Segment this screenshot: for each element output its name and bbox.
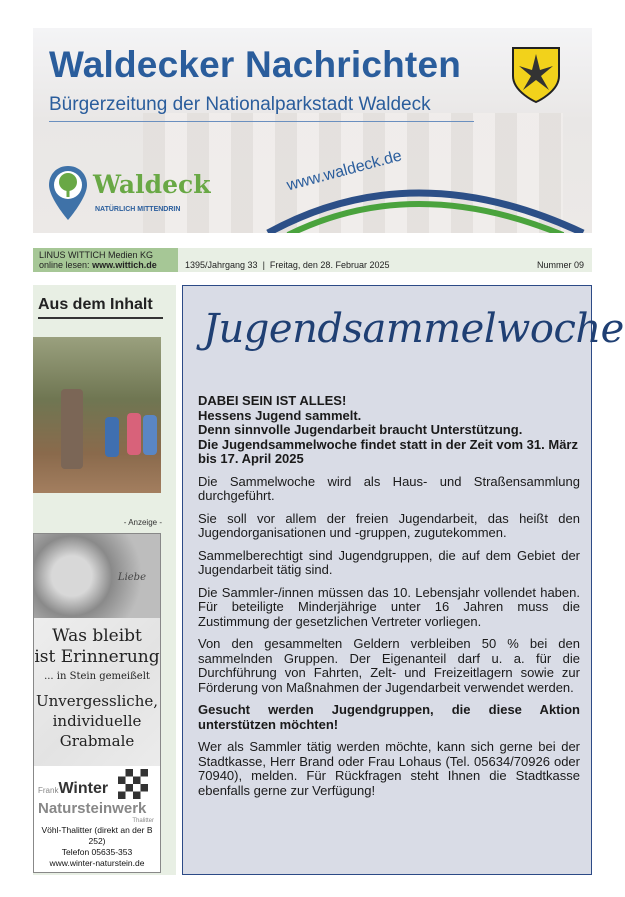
- logo-tagline: NATÜRLICH MITTENDRIN: [95, 206, 181, 213]
- sidebar: [33, 285, 176, 875]
- ad-line: Grabmale: [59, 732, 135, 750]
- divider: [49, 121, 474, 122]
- brand-sub: Natursteinwerk: [38, 800, 147, 817]
- waldeck-logo: [47, 164, 211, 224]
- info-bar: [33, 248, 592, 272]
- article-body: [198, 394, 580, 806]
- paragraph: Die Sammler-/innen müssen das 10. Lebensjahr vollendet haben. Für beteiligte Minderjährige unter 16 Jahren muss die Zustimmung der gesetzlichen Vertreter vorliegen.: [198, 584, 580, 629]
- ad-website[interactable]: www.winter-naturstein.de: [49, 858, 145, 868]
- coat-of-arms-icon: [511, 46, 561, 104]
- brand-place: Thalitter: [132, 818, 154, 824]
- intro-line: Denn sinnvolle Jugendarbeit braucht Unterstützung.: [198, 422, 523, 437]
- logo-word: Waldeck: [93, 170, 211, 199]
- ad-line: ist Erinnerung: [34, 647, 160, 667]
- brand-name: Winter: [58, 780, 109, 797]
- newspaper-title: Waldecker Nachrichten: [49, 44, 462, 85]
- ad-line: individuelle: [52, 712, 142, 730]
- masthead: [33, 28, 592, 233]
- article: [182, 285, 624, 875]
- online-label: online lesen:: [39, 260, 90, 270]
- ad-footer: [34, 766, 160, 872]
- checker-logo-icon: [118, 769, 148, 799]
- image-caption: Liebe: [117, 572, 146, 583]
- paragraph: Die Sammelwoche wird als Haus- und Straßensammlung durchgeführt.: [198, 473, 580, 503]
- online-link[interactable]: www.wittich.de: [92, 260, 157, 270]
- issue-date: 1395/Jahrgang 33 | Freitag, den 28. Februar 2025: [185, 260, 390, 270]
- ad-line: ... in Stein gemeißelt: [44, 671, 150, 682]
- newspaper-subtitle: Bürgerzeitung der Nationalparkstadt Waldeck: [49, 94, 431, 115]
- ad-address: Vöhl-Thalitter (direkt an der B 252): [41, 825, 153, 846]
- publisher-box: [33, 248, 178, 272]
- ad-phone: Telefon 05635-353: [61, 847, 133, 857]
- forest-group-photo: [33, 337, 161, 493]
- ad-line: Was bleibt: [52, 626, 142, 646]
- ad-label: - Anzeige -: [123, 518, 162, 527]
- intro-line: Die Jugendsammelwoche findet statt in der Zeit vom 31. März bis 17. April 2025: [198, 436, 578, 466]
- paragraph: Wer als Sammler tätig werden möchte, kann sich gerne bei der Stadtkasse, Herr Brand oder Frau Lohaus (Tel. 05634/70926 oder 70940), melden. Für Rückfragen steht Ihnen die Stadtkasse ebenfalls gerne zur Verfügung!: [198, 739, 580, 798]
- intro-line: Hessens Jugend sammelt.: [198, 407, 362, 423]
- ad-line: Unvergessliche,: [36, 692, 158, 710]
- contents-heading: Aus dem Inhalt: [38, 295, 163, 319]
- issue-number: Nummer 09: [536, 260, 584, 270]
- tree-pin-icon: [47, 164, 89, 222]
- paragraph: Sammelberechtigt sind Jugendgruppen, die auf dem Gebiet der Jugendarbeit tätig sind.: [198, 547, 580, 577]
- paragraph: Von den gesammelten Geldern verbleiben 50 % bei den sammelnden Gruppen. Der Eigenanteil darf u. a. für die Durchführung von Fahrten, Zelt- und Freizeitlagern sowie zur Förderung von Maßnahmen der Jugendarbeit verwendet werden.: [198, 636, 580, 695]
- callout: Gesucht werden Jugendgruppen, die diese Aktion unterstützen möchten!: [198, 702, 580, 732]
- publisher: LINUS WITTICH Medien KG: [39, 250, 154, 260]
- article-headline: Jugendsammelwoche: [203, 306, 624, 352]
- website-link[interactable]: www.waldeck.de: [285, 147, 404, 195]
- paragraph: Sie soll vor allem der freien Jugendarbeit, das heißt den Jugendorganisationen und -gruppen, zugutekommen.: [198, 510, 580, 540]
- roses-image: [34, 534, 160, 618]
- advertisement[interactable]: [33, 533, 161, 873]
- intro-line: DABEI SEIN IST ALLES!: [198, 393, 347, 408]
- brand-first: Frank: [38, 786, 59, 795]
